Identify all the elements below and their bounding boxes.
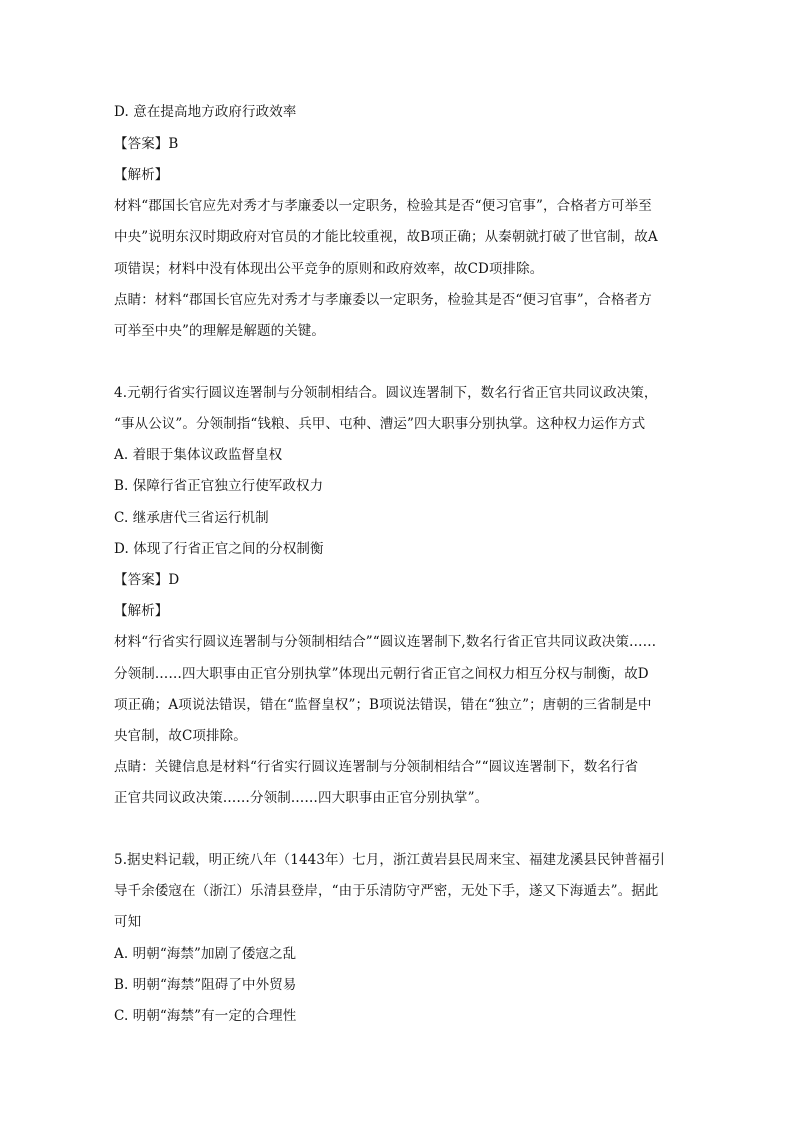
q3-analysis-line: 材料“郡国长官应先对秀才与孝廉委以一定职务，检验其是否“便习官事”，合格者方可举至	[114, 198, 652, 214]
q4-answer: 【答案】D	[114, 572, 180, 588]
q5-stem-line: 5.据史料记载，明正统八年（1443年）七月，浙江黄岩县民周来宝、福建龙溪县民钟普福引	[114, 852, 666, 868]
q4-analysis-line: 央官制，故C项排除。	[114, 728, 247, 744]
q3-analysis-line: 项错误；材料中没有体现出公平竞争的原则和政府效率，故CD项排除。	[114, 261, 544, 277]
q4-tip-line: 正官共同议政决策……分领制……四大职事由正官分别执掌”。	[114, 790, 489, 806]
q4-option-c: C. 继承唐代三省运行机制	[114, 510, 269, 526]
q4-analysis-line: 材料“行省实行圆议连署制与分领制相结合”“圆议连署制下,数名行省正官共同议政决策……	[114, 634, 657, 650]
q4-analysis-line: 分领制……四大职事由正官分别执掌”体现出元朝行省正官之间权力相互分权与制衡，故D	[114, 666, 649, 682]
q3-option-d: D. 意在提高地方政府行政效率	[114, 104, 297, 120]
q3-answer: 【答案】B	[114, 136, 179, 152]
q4-stem-line: “事从公议”。分领制指“钱粮、兵甲、屯种、漕运”四大职事分别执掌。这种权力运作方式	[114, 416, 646, 432]
q4-option-a: A. 着眼于集体议政监督皇权	[114, 447, 283, 463]
q4-option-b: B. 保障行省正官独立行使军政权力	[114, 478, 324, 494]
q4-stem-line: 4.元朝行省实行圆议连署制与分领制相结合。圆议连署制下，数名行省正官共同议政决策，	[114, 385, 658, 401]
q4-analysis-line: 项正确；A项说法错误，错在“监督皇权”；B项说法错误，错在“独立”；唐朝的三省制是中	[114, 697, 652, 713]
q4-tip-line: 点睛：关键信息是材料“行省实行圆议连署制与分领制相结合”“圆议连署制下，数名行省	[114, 759, 639, 775]
q3-analysis-line: 中央”说明东汉时期政府对官员的才能比较重视，故B项正确；从秦朝就打破了世官制，故A	[114, 229, 658, 245]
q5-option-a: A. 明朝“海禁”加剧了倭寇之乱	[114, 946, 297, 962]
q5-stem-line: 导千余倭寇在（浙江）乐清县登岸，“由于乐清防守严密，无处下手，遂又下海遁去”。据此	[114, 883, 659, 899]
q5-stem-line: 可知	[114, 914, 142, 930]
q3-analysis-heading: 【解析】	[114, 167, 169, 183]
q3-tip-line: 点睛：材料“郡国长官应先对秀才与孝廉委以一定职务，检验其是否“便习官事”，合格者方	[114, 292, 652, 308]
q5-option-c: C. 明朝“海禁”有一定的合理性	[114, 1008, 297, 1024]
q3-tip-line: 可举至中央”的理解是解题的关键。	[114, 323, 326, 339]
q5-option-b: B. 明朝“海禁”阻碍了中外贸易	[114, 977, 297, 993]
q4-option-d: D. 体现了行省正官之间的分权制衡	[114, 541, 324, 557]
q4-analysis-heading: 【解析】	[114, 603, 169, 619]
